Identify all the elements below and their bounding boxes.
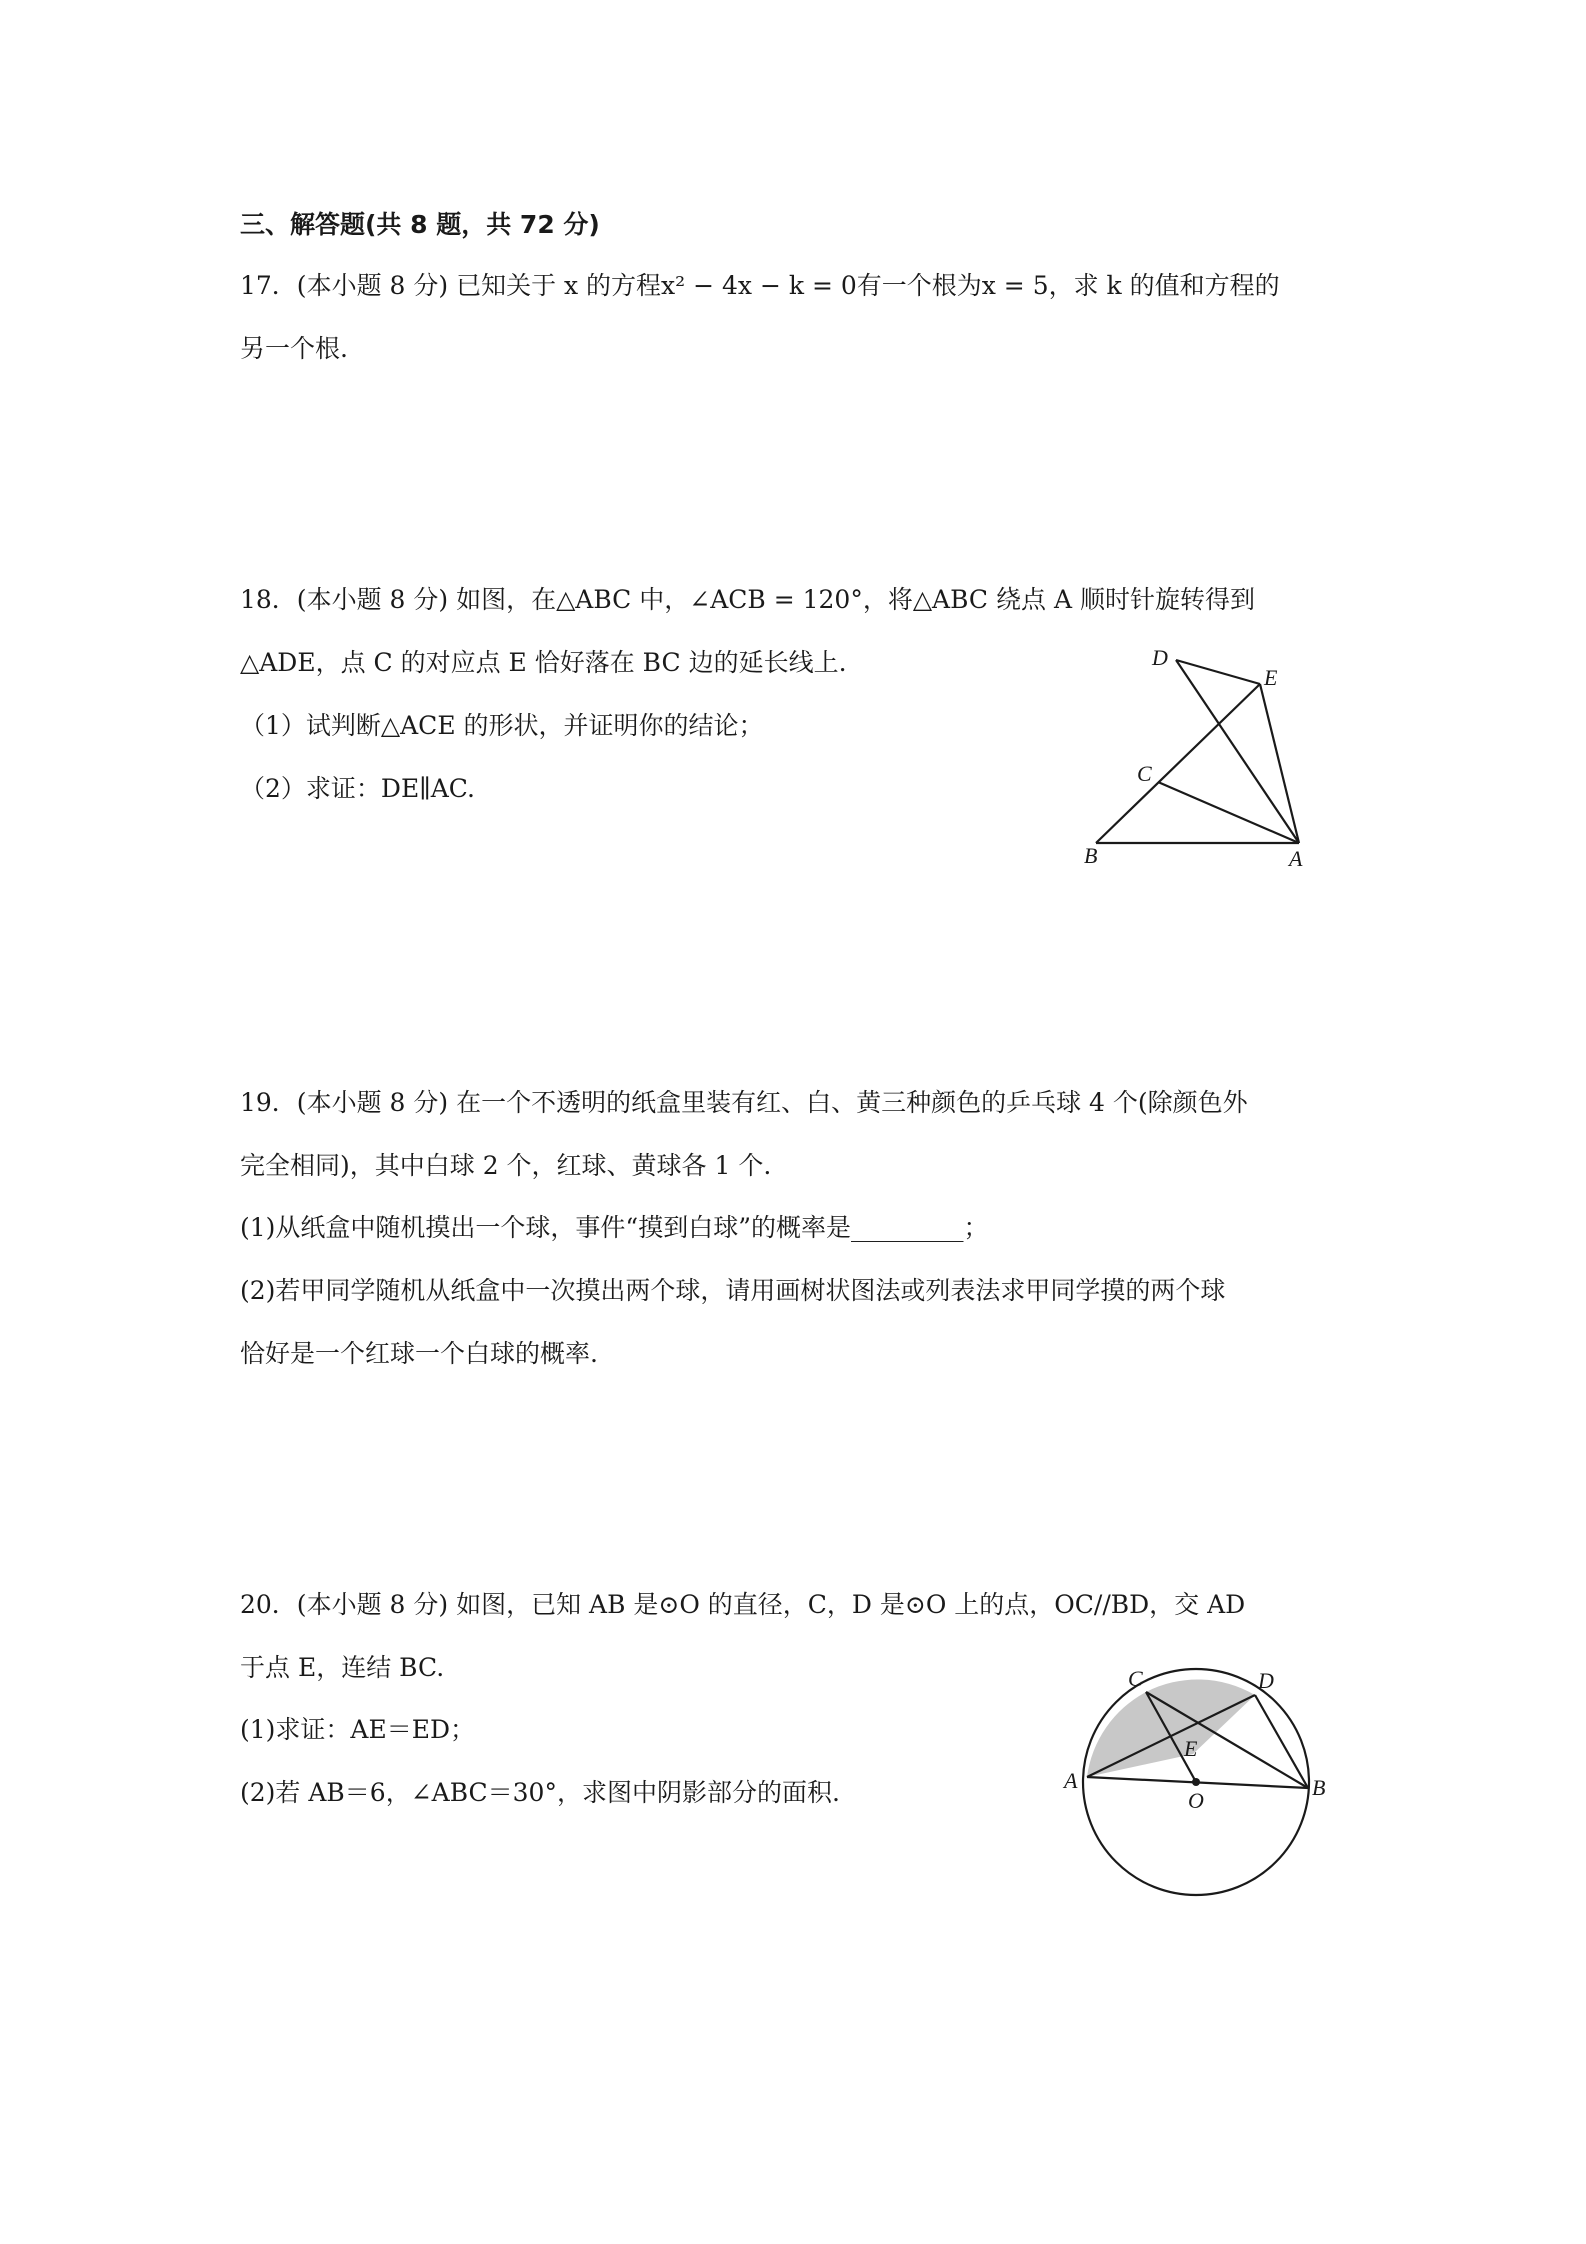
- q18-triangle-figure: [1080, 640, 1320, 880]
- label-A: A: [1289, 846, 1303, 871]
- q17-line1: 17．(本小题 8 分) 已知关于 x 的方程x² − 4x − k = 0有一个根为x = 5，求 k 的值和方程的: [240, 271, 1280, 300]
- q19-part1: (1)从纸盒中随机摸出一个球，事件“摸到白球”的概率是_________；: [240, 1213, 989, 1242]
- label-B: B: [1312, 1775, 1326, 1800]
- q20-part1: (1)求证：AE＝ED；: [240, 1715, 476, 1744]
- label-O: O: [1188, 1788, 1204, 1813]
- label-B: B: [1084, 843, 1098, 868]
- section-title: 三、解答题(共 8 题，共 72 分): [240, 210, 600, 239]
- label-A: A: [1064, 1768, 1078, 1793]
- q18-part2: （2）求证：DE∥AC.: [240, 774, 475, 803]
- q20-line1: 20．(本小题 8 分) 如图，已知 AB 是⊙O 的直径，C，D 是⊙O 上的点，OC//BD，交 AD: [240, 1590, 1246, 1619]
- q17-line2: 另一个根.: [240, 334, 348, 363]
- q18-line1: 18．(本小题 8 分) 如图，在△ABC 中，∠ACB = 120°，将△ABC 绕点 A 顺时针旋转得到: [240, 585, 1255, 614]
- q18-line2: △ADE，点 C 的对应点 E 恰好落在 BC 边的延长线上.: [240, 648, 847, 677]
- label-D: D: [1152, 645, 1168, 670]
- label-D: D: [1258, 1668, 1274, 1693]
- label-E: E: [1264, 665, 1278, 690]
- q20-line2: 于点 E，连结 BC.: [240, 1653, 445, 1682]
- label-C: C: [1128, 1666, 1143, 1691]
- q18-part1: （1）试判断△ACE 的形状，并证明你的结论；: [240, 711, 764, 740]
- shaded-region: [1087, 1679, 1255, 1777]
- q20-part2: (2)若 AB＝6，∠ABC＝30°，求图中阴影部分的面积.: [240, 1778, 840, 1807]
- q19-line2: 完全相同)，其中白球 2 个，红球、黄球各 1 个.: [240, 1151, 772, 1180]
- q19-part2-line2: 恰好是一个红球一个白球的概率.: [240, 1339, 598, 1368]
- label-E: E: [1184, 1736, 1198, 1761]
- q20-circle-figure: [1050, 1650, 1330, 1910]
- q19-part2-line1: (2)若甲同学随机从纸盒中一次摸出两个球，请用画树状图法或列表法求甲同学摸的两个球: [240, 1276, 1226, 1305]
- q19-line1: 19．(本小题 8 分) 在一个不透明的纸盒里装有红、白、黄三种颜色的乒乓球 4 个(除颜色外: [240, 1088, 1248, 1117]
- center-dot: [1192, 1778, 1200, 1786]
- label-C: C: [1137, 761, 1152, 786]
